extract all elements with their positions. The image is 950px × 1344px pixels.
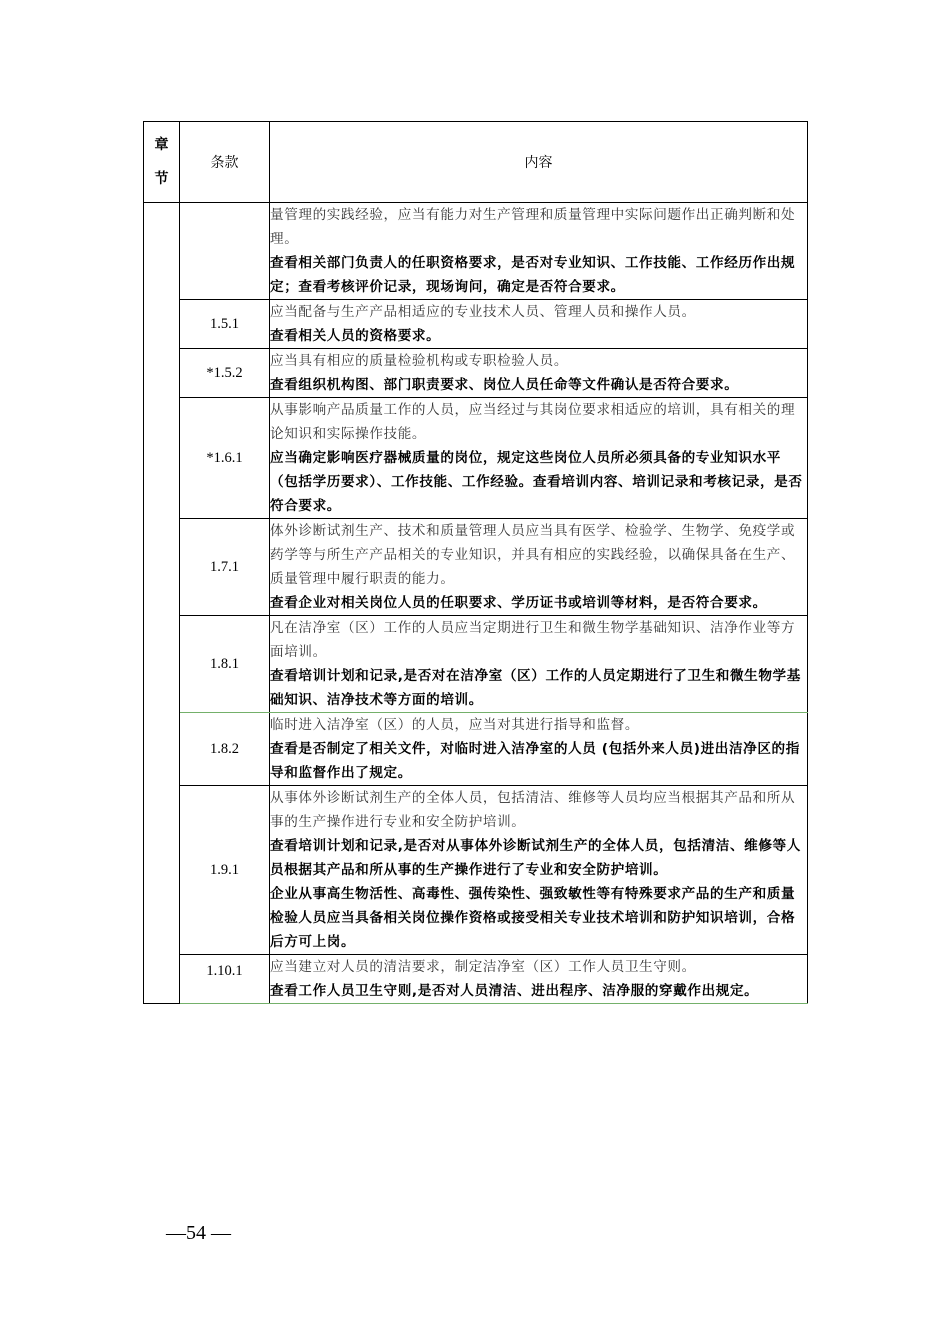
content-cell xyxy=(270,203,808,300)
table-row xyxy=(144,616,808,713)
content-cell xyxy=(270,300,808,349)
clause-cell: 1.9.1 xyxy=(180,786,270,955)
check-method-text: 企业从事高生物活性、高毒性、强传染性、强致敏性等有特殊要求产品的生产和质量检验人员应当具备相关岗位操作资格或接受相关专业技术培训和防护知识培训，合格后方可上岗。 xyxy=(270,886,796,950)
table-row xyxy=(144,398,808,519)
header-chapter-top: 章 xyxy=(154,137,169,153)
check-method-text: 应当确定影响医疗器械质量的岗位，规定这些岗位人员所必须具备的专业知识水平（包括学历要求）、工作技能、工作经验。查看培训内容、培训记录和考核记录，是否符合要求。 xyxy=(270,450,803,514)
content-cell xyxy=(270,713,808,786)
requirement-text: 应当建立对人员的清洁要求，制定洁净室（区）工作人员卫生守则。 xyxy=(270,959,696,975)
table-row xyxy=(144,300,808,349)
content-cell xyxy=(270,955,808,1004)
check-method-text: 查看是否制定了相关文件，对临时进入洁净室的人员 (包括外来人员)进出洁净区的指导和监督作出了规定。 xyxy=(270,741,800,781)
header-clause: 条款 xyxy=(180,122,270,203)
requirement-text: 临时进入洁净室（区）的人员，应当对其进行指导和监督。 xyxy=(270,717,640,733)
check-method-text: 查看相关部门负责人的任职资格要求，是否对专业知识、工作技能、工作经历作出规定；查看考核评价记录，现场询问，确定是否符合要求。 xyxy=(270,255,796,295)
content-cell xyxy=(270,349,808,398)
clause-cell: 1.10.1 xyxy=(180,955,270,1004)
header-content: 内容 xyxy=(270,122,808,203)
clause-cell: *1.5.2 xyxy=(180,349,270,398)
clause-cell: *1.6.1 xyxy=(180,398,270,519)
table-row xyxy=(144,349,808,398)
table-row xyxy=(144,519,808,616)
content-cell xyxy=(270,616,808,713)
check-method-text: 查看相关人员的资格要求。 xyxy=(270,328,441,344)
check-method-text: 查看工作人员卫生守则,是否对人员清洁、进出程序、洁净服的穿戴作出规定。 xyxy=(270,983,759,999)
content-cell xyxy=(270,398,808,519)
content-cell xyxy=(270,519,808,616)
header-chapter xyxy=(144,122,180,203)
clause-cell: 1.5.1 xyxy=(180,300,270,349)
requirement-text: 应当具有相应的质量检验机构或专职检验人员。 xyxy=(270,353,569,369)
requirement-text: 体外诊断试剂生产、技术和质量管理人员应当具有医学、检验学、生物学、免疫学或药学等与所生产产品相关的专业知识，并具有相应的实践经验，以确保具备在生产、质量管理中履行职责的能力。 xyxy=(270,523,796,587)
check-method-text: 查看培训计划和记录,是否对在洁净室（区）工作的人员定期进行了卫生和微生物学基础知识、洁净技术等方面的培训。 xyxy=(270,668,801,708)
check-method-text: 查看企业对相关岗位人员的任职要求、学历证书或培训等材料，是否符合要求。 xyxy=(270,595,767,611)
requirement-text: 量管理的实践经验，应当有能力对生产管理和质量管理中实际问题作出正确判断和处理。 xyxy=(270,207,796,247)
table-row xyxy=(144,203,808,300)
header-chapter-bottom: 节 xyxy=(154,171,169,187)
clause-cell xyxy=(180,203,270,300)
check-method-text: 查看组织机构图、部门职责要求、岗位人员任命等文件确认是否符合要求。 xyxy=(270,377,739,393)
table-header-row xyxy=(144,122,808,203)
table-row xyxy=(144,713,808,786)
requirement-text: 凡在洁净室（区）工作的人员应当定期进行卫生和微生物学基础知识、洁净作业等方面培训。 xyxy=(270,620,796,660)
clause-cell: 1.8.2 xyxy=(180,713,270,786)
requirement-text: 从事体外诊断试剂生产的全体人员，包括清洁、维修等人员均应当根据其产品和所从事的生产操作进行专业和安全防护培训。 xyxy=(270,790,796,830)
table-row xyxy=(144,786,808,955)
inspection-table xyxy=(143,121,808,1004)
clause-cell: 1.7.1 xyxy=(180,519,270,616)
page-number: —54 — xyxy=(166,1222,231,1244)
content-cell xyxy=(270,786,808,955)
table-row xyxy=(144,955,808,1004)
requirement-text: 应当配备与生产产品相适应的专业技术人员、管理人员和操作人员。 xyxy=(270,304,696,320)
requirement-text: 从事影响产品质量工作的人员，应当经过与其岗位要求相适应的培训，具有相关的理论知识和实际操作技能。 xyxy=(270,402,796,442)
clause-cell: 1.8.1 xyxy=(180,616,270,713)
check-method-text: 查看培训计划和记录,是否对从事体外诊断试剂生产的全体人员，包括清洁、维修等人员根据其产品和所从事的生产操作进行了专业和安全防护培训。 xyxy=(270,838,801,878)
chapter-cell xyxy=(144,203,180,1004)
